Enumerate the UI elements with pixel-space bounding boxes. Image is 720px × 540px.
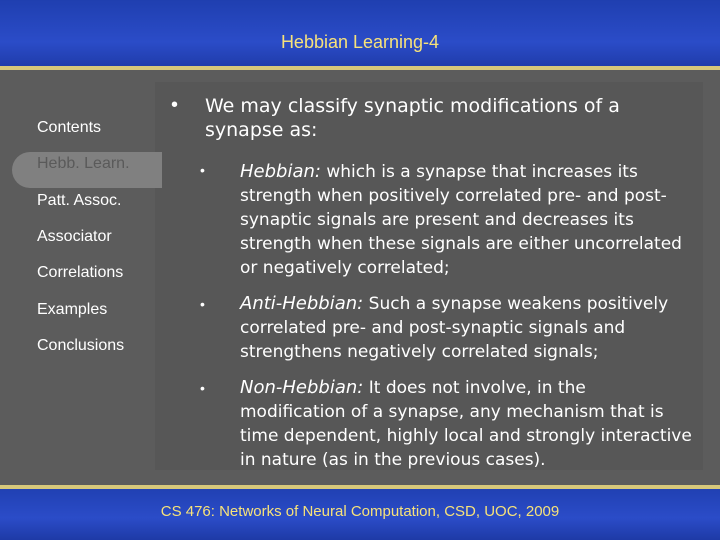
sub-bullet-icon: • bbox=[200, 380, 205, 396]
sub-bullet-icon: • bbox=[200, 296, 205, 312]
content-panel bbox=[155, 82, 703, 470]
sub-point-non-hebbian-text: It does not involve, in the modification of a synapse, any mechanism that is time dependent, highly local and strongly interactive in nature (as in the previous cases). bbox=[240, 378, 692, 470]
header-bar bbox=[0, 0, 720, 70]
footer-divider bbox=[0, 485, 720, 489]
sub-bullet-icon: • bbox=[200, 162, 205, 178]
header-divider bbox=[0, 66, 720, 70]
sidebar-item-conclusions[interactable]: Conclusions bbox=[37, 337, 125, 354]
term-non-hebbian: Non-Hebbian: bbox=[240, 377, 364, 398]
sidebar-item-hebb-learn[interactable]: Hebb. Learn. bbox=[37, 155, 130, 172]
sub-point-hebbian bbox=[240, 160, 695, 280]
sidebar-item-patt-assoc[interactable]: Patt. Assoc. bbox=[37, 192, 122, 209]
sidebar-item-contents[interactable]: Contents bbox=[37, 119, 102, 136]
sub-point-non-hebbian bbox=[240, 376, 695, 472]
sub-point-hebbian-text: which is a synapse that increases its strength when positively correlated pre- and post-synaptic signals are present and decreases its strength when these signals are either uncorrelated or negatively correlated; bbox=[240, 162, 682, 278]
main-point: We may classify synaptic modifications of a synapse as: bbox=[205, 95, 620, 141]
term-anti-hebbian: Anti-Hebbian: bbox=[240, 293, 364, 314]
sub-point-anti-hebbian-text: Such a synapse weakens positively correlated pre- and post-synaptic signals and strengthens negatively correlated signals; bbox=[240, 294, 669, 362]
slide-title: Hebbian Learning-4 bbox=[280, 32, 440, 52]
footer-text: CS 476: Networks of Neural Computation, CSD, UOC, 2009 bbox=[160, 503, 560, 520]
footer-bar bbox=[0, 485, 720, 540]
main-bullet-icon: • bbox=[171, 94, 179, 116]
sidebar-item-associator[interactable]: Associator bbox=[37, 228, 112, 245]
sidebar-item-correlations[interactable]: Correlations bbox=[37, 264, 124, 281]
term-hebbian: Hebbian: bbox=[240, 161, 321, 182]
sidebar-item-examples[interactable]: Examples bbox=[37, 301, 108, 318]
sub-point-anti-hebbian bbox=[240, 292, 695, 364]
